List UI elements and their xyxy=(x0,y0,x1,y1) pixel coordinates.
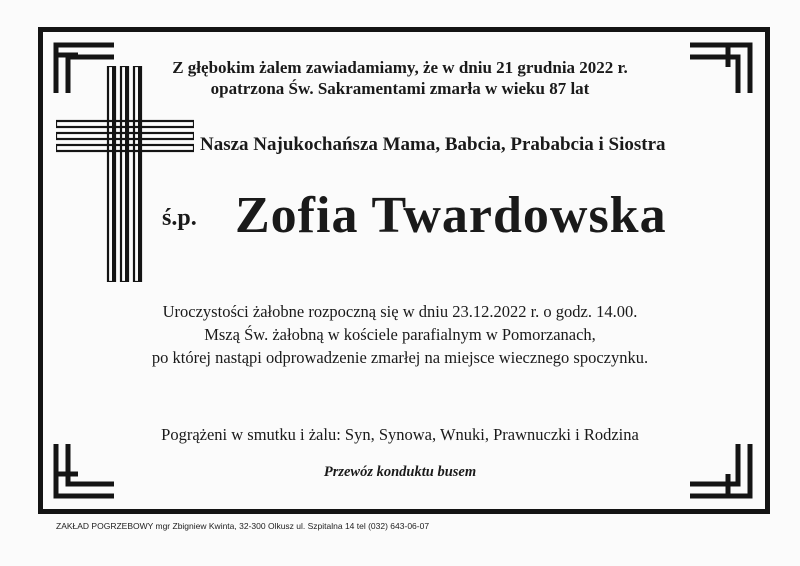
corner-ornament-bottom-right xyxy=(690,444,760,504)
relation-line: Nasza Najukochańsza Mama, Babcia, Prababcia i Siostra xyxy=(200,134,666,155)
corner-ornament-top-right xyxy=(690,37,760,93)
funeral-home-footer: ZAKŁAD POGRZEBOWY mgr Zbigniew Kwinta, 32-300 Olkusz ul. Szpitalna 14 tel (032) 643-06-07 xyxy=(56,521,430,531)
name-prefix: ś.p. xyxy=(162,205,197,231)
transport-note: Przewóz konduktu busem xyxy=(323,464,477,480)
mourners-line: Pogrążeni w smutku i żalu: Syn, Synowa, Wnuki, Prawnuczki i Rodzina xyxy=(161,425,639,444)
announcement-line-1: Z głębokim żalem zawiadamiamy, że w dniu 21 grudnia 2022 r. xyxy=(172,58,628,77)
ceremony-line-3: po której nastąpi odprowadzenie zmarłej na miejsce wiecznego spoczynku. xyxy=(151,348,649,367)
cross-icon xyxy=(56,66,194,287)
deceased-name: Zofia Twardowska xyxy=(235,187,667,244)
ceremony-details xyxy=(120,300,680,369)
ceremony-line-2: Mszą Św. żałobną w kościele parafialnym w Pomorzanach, xyxy=(204,325,596,344)
announcement-line-2: opatrzona Św. Sakramentami zmarła w wieku 87 lat xyxy=(210,79,590,98)
corner-ornament-bottom-left xyxy=(48,444,114,504)
ceremony-line-1: Uroczystości żałobne rozpoczną się w dniu 23.12.2022 r. o godz. 14.00. xyxy=(162,302,638,321)
